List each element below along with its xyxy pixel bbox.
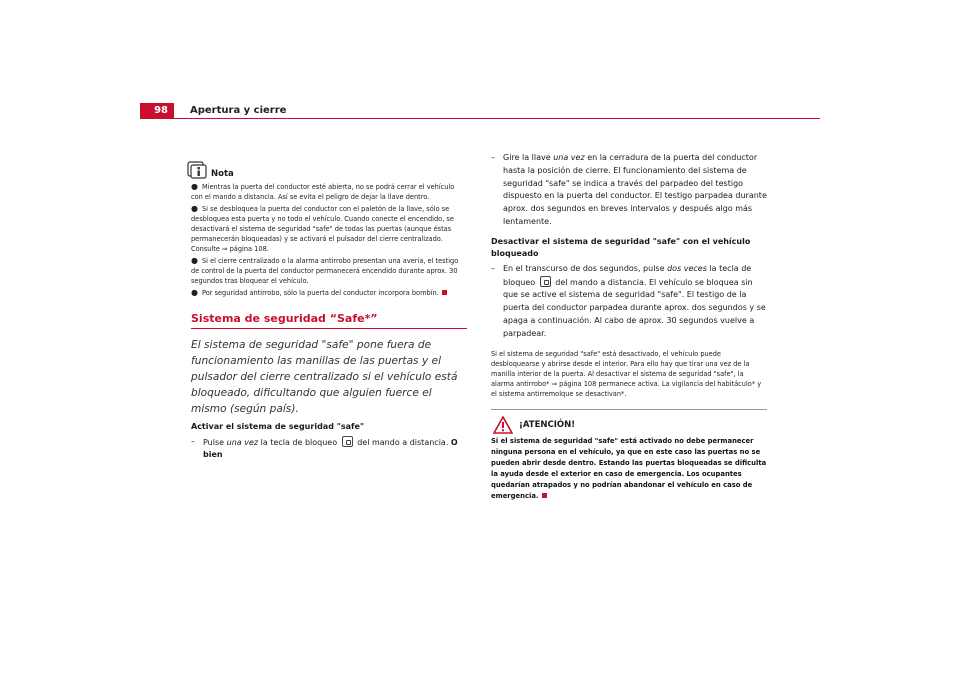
note-item: ● Si el cierre centralizado o la alarma antirrobo presentan una avería, el testigo de control de la puerta del conductor permanecerá encendido durante aprox. 30 segundos tras bloquear el vehículo. bbox=[191, 256, 459, 285]
note-item: ● Si se desbloquea la puerta del conductor con el paletón de la llave, sólo se desbloquea esta puerta y no todo el vehículo. Cuando conecte el encendido, se desactivará el sistema de seguridad "safe" de todas las puertas (aunque éstas permanecerán bloqueadas) y se activará el pulsador del cierre centralizado. Consulte ⇒ página 108. bbox=[191, 204, 454, 253]
note-item: ● Por seguridad antirrobo, sólo la puerta del conductor incorpora bombín. bbox=[191, 288, 467, 298]
right-column bbox=[491, 152, 767, 502]
end-mark bbox=[442, 290, 447, 295]
warning-triangle-icon bbox=[493, 416, 513, 434]
note-header bbox=[187, 160, 467, 180]
warning-header bbox=[491, 410, 767, 436]
safe-info-text: Si el sistema de seguridad "safe" está desactivado, el vehículo puede desbloquearse y abrirse desde el interior. Para ello hay que tirar una vez de la manilla interior de la puerta. Al desactivar el sistema de seguridad "safe", la alarma antirrobo* ⇒ página 108 permanece activa. La vigilancia del habitáculo* y el sistema antirremolque se desactivan*. bbox=[491, 349, 762, 398]
note-item: ● Mientras la puerta del conductor esté abierta, no se podrá cerrar el vehículo con el mando a distancia. Así se evita el peligro de dejar la llave dentro. bbox=[191, 182, 455, 201]
section-title: Sistema de seguridad “Safe*” bbox=[191, 312, 467, 329]
info-icon bbox=[187, 161, 207, 179]
activate-step-2: – Gire la llave una vez en la cerradura de la puerta del conductor hasta la posición de cierre. El funcionamiento del sistema de seguridad "safe" se indica a través del parpadeo del testigo dispuesto en la puerta del conductor. El testigo parpadea durante aprox. dos segundos en breves intervalos y después algo más lentamente. bbox=[491, 153, 767, 226]
end-mark bbox=[542, 493, 547, 498]
chapter-title: Apertura y cierre bbox=[190, 105, 287, 116]
note-title: Nota bbox=[211, 169, 234, 179]
lock-key-icon bbox=[342, 436, 353, 447]
warning-title: ¡ATENCIÓN! bbox=[519, 419, 576, 430]
activate-step: – Pulse una vez la tecla de bloqueo del mando a distancia. O bien bbox=[191, 437, 458, 459]
activate-heading: Activar el sistema de seguridad "safe" bbox=[191, 422, 365, 431]
deactivate-step: – En el transcurso de dos segundos, pulse dos veces la tecla de bloqueo del mando a distancia. El vehículo se bloquea sin que se active el sistema de seguridad "safe". El testigo de la puerta del conductor parpadea durante aprox. dos segundos y se apaga a continuación. Al cabo de aprox. 30 segundos vuelve a parpadear. bbox=[491, 263, 766, 338]
left-column bbox=[191, 160, 467, 461]
warning-text: Si el sistema de seguridad "safe" está activado no debe permanecer ninguna persona en el vehículo, ya que en este caso las puertas no se pueden abrir desde dentro. Estando las puertas bloqueadas se dificulta la ayuda desde el exterior en caso de emergencia. Los ocupantes quedarían atrapados y no podrían abandonar el vehículo en caso de emergencia. bbox=[491, 436, 767, 500]
lock-key-icon bbox=[540, 276, 551, 287]
deactivate-heading: Desactivar el sistema de seguridad "safe" con el vehículo bloqueado bbox=[491, 236, 751, 258]
warning-box bbox=[491, 409, 767, 502]
section-intro: El sistema de seguridad "safe" pone fuera de funcionamiento las manillas de las puertas y el pulsador del cierre centralizado si el vehículo está bloqueado, dificultando que alguien fuerce el mismo (según país). bbox=[191, 339, 458, 415]
page-number: 98 bbox=[140, 103, 174, 119]
